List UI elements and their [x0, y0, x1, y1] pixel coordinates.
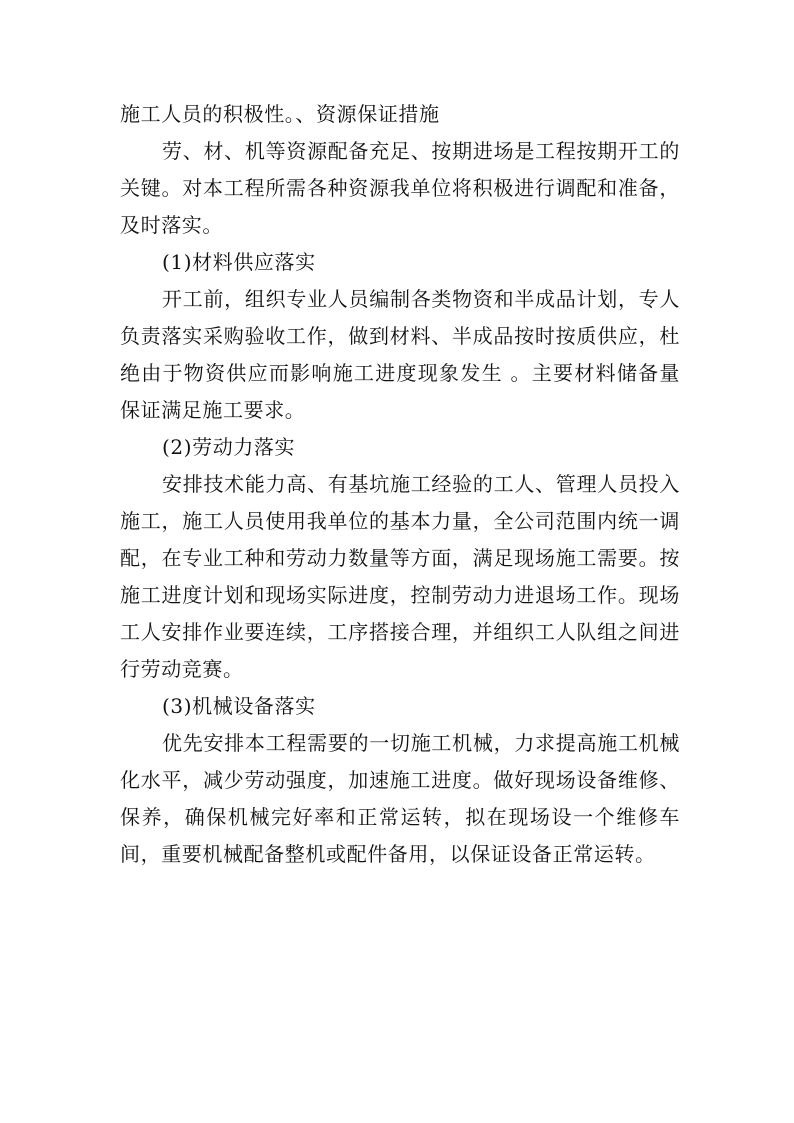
document-body — [120, 96, 680, 873]
paragraph-labor: 安排技术能力高、有基坑施工经验的工人、管理人员投入施工，施工人员使用我单位的基本力量，全公司范围内统一调配，在专业工种和劳动力数量等方面，满足现场施工需要。按施工进度计划和现场实际进度，控制劳动力进退场工作。现场工人安排作业要连续，工序搭接合理，并组织工人队组之间进行劳动竞赛。 — [120, 472, 680, 681]
heading-labor: (2)劳动力落实 — [162, 435, 296, 459]
paragraph-materials: 开工前，组织专业人员编制各类物资和半成品计划，专人负责落实采购验收工作，做到材料、半成品按时按质供应，杜绝由于物资供应而影响施工进度现象发生 。主要材料储备量保证满足施工要求。 — [120, 287, 680, 422]
paragraph-resources: 劳、材、机等资源配备充足、按期进场是工程按期开工的关键。对本工程所需各种资源我单位将积极进行调配和准备，及时落实。 — [120, 139, 680, 237]
paragraph-intro-line: 施工人员的积极性。、资源保证措施 — [120, 102, 440, 126]
paragraph-machinery: 优先安排本工程需要的一切施工机械，力求提高施工机械化水平，减少劳动强度，加速施工进度。做好现场设备维修、保养，确保机械完好率和正常运转，拟在现场设一个维修车间，重要机械配备整机或配件备用，以保证设备正常运转。 — [120, 731, 680, 866]
heading-materials: (1)材料供应落实 — [162, 250, 316, 274]
heading-machinery: (3)机械设备落实 — [162, 694, 316, 718]
